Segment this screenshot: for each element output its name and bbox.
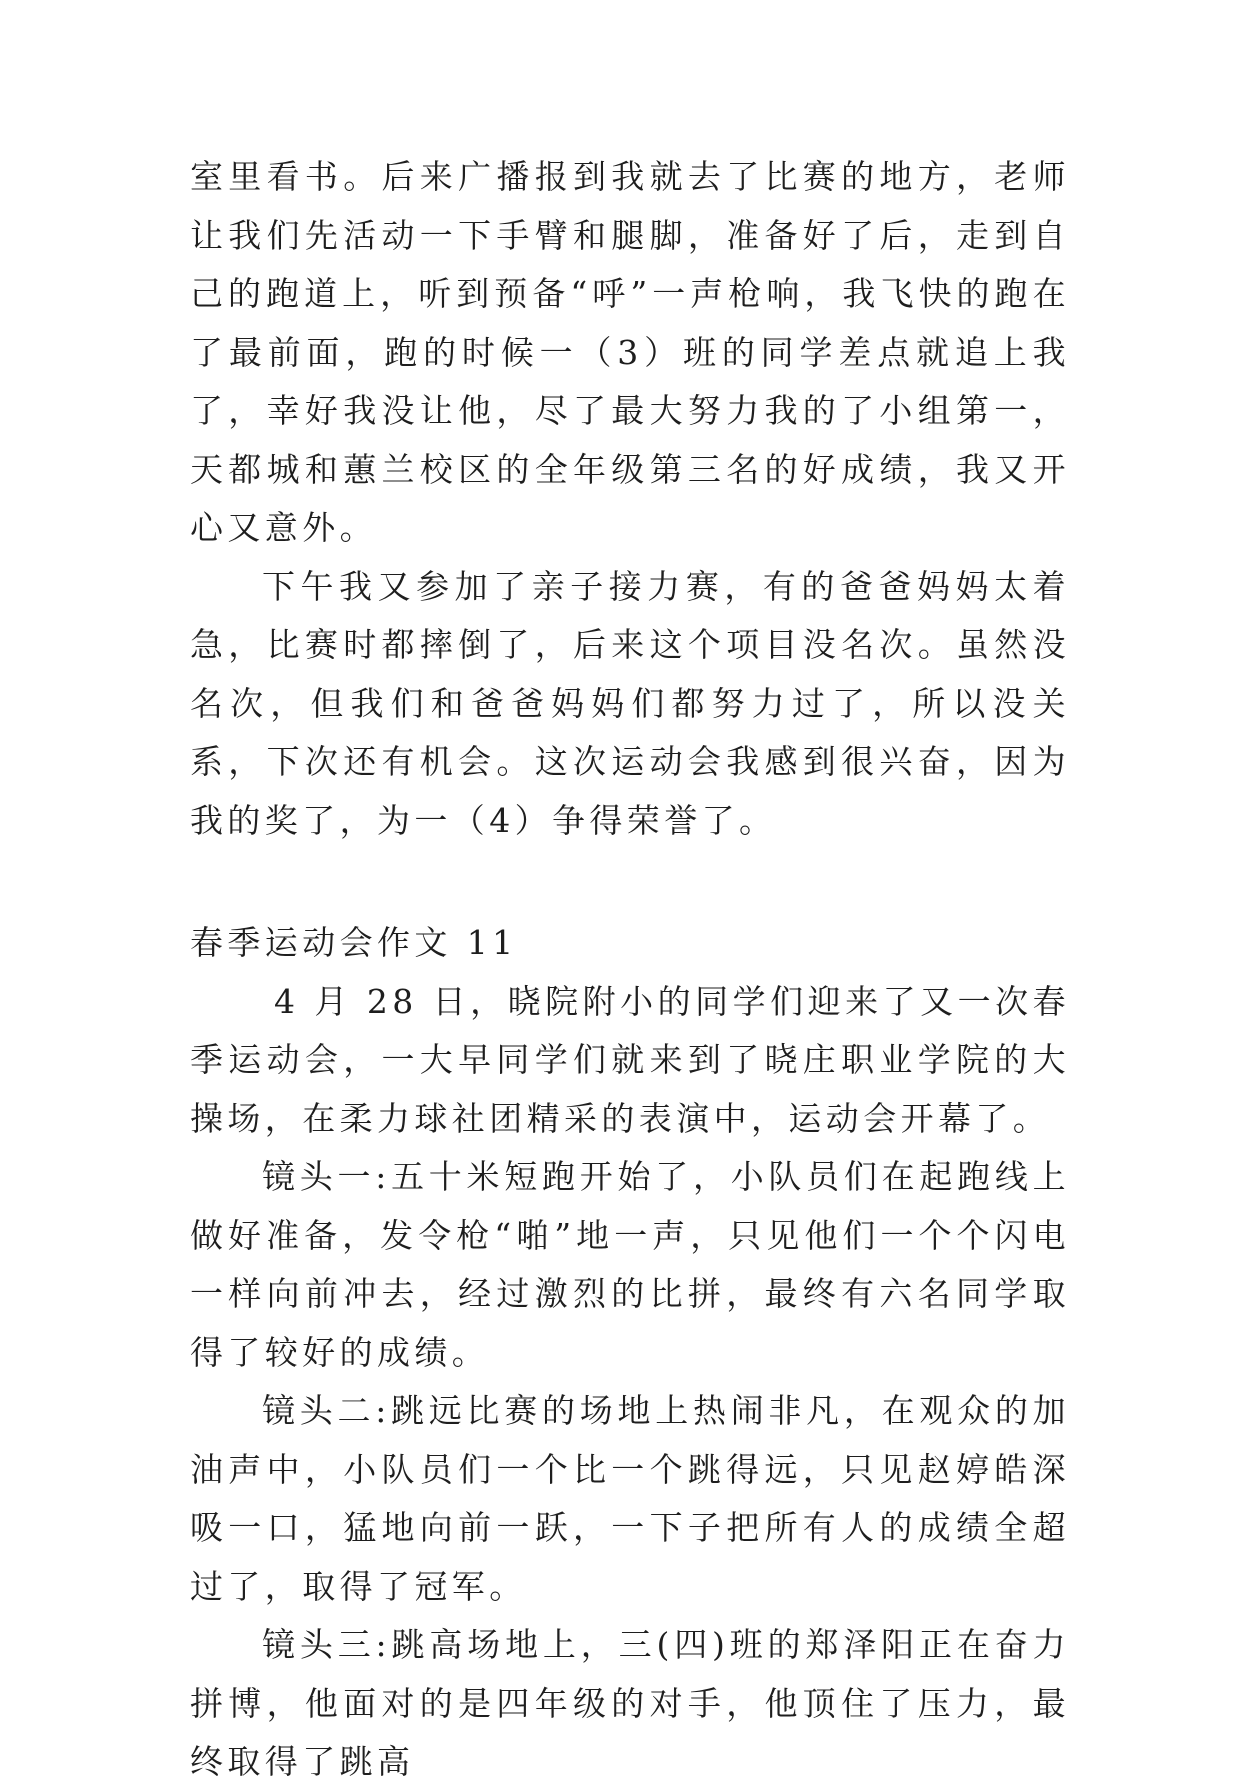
section-title: 春季运动会作文 11: [190, 923, 518, 962]
paragraph-opening: 4 月 28 日，晓院附小的同学们迎来了又一次春季运动会，一大早同学们就来到了晓庄职业学院的大操场，在柔力球社团精采的表演中，运动会开幕了。: [190, 981, 1070, 1138]
paragraph-race-continued: 室里看书。后来广播报到我就去了比赛的地方，老师让我们先活动一下手臂和腿脚，准备好了后，走到自己的跑道上，听到预备“呼”一声枪响，我飞快的跑在了最前面，跑的时候一（3）班的同学差点就追上我了，幸好我没让他，尽了最大努力我的了小组第一，天都城和蕙兰校区的全年级第三名的好成绩，我又开心又意外。: [190, 157, 1070, 547]
paragraph-scene-two: 镜头二:跳远比赛的场地上热闹非凡，在观众的加油声中，小队员们一个比一个跳得远，只见赵婷皓深吸一口，猛地向前一跃，一下子把所有人的成绩全超过了，取得了冠军。: [190, 1391, 1070, 1606]
paragraph-scene-three: 镜头三:跳高场地上，三(四)班的郑泽阳正在奋力拼博，他面对的是四年级的对手，他顶住了压力，最终取得了跳高: [190, 1625, 1070, 1781]
document-body: [190, 148, 1070, 1792]
paragraph-relay-race: 下午我又参加了亲子接力赛，有的爸爸妈妈太着急，比赛时都摔倒了，后来这个项目没名次。虽然没名次，但我们和爸爸妈妈们都努力过了，所以没关系，下次还有机会。这次运动会我感到很兴奋，因为我的奖了，为一（4）争得荣誉了。: [190, 566, 1070, 840]
paragraph-scene-one: 镜头一:五十米短跑开始了，小队员们在起跑线上做好准备，发令枪“啪”地一声，只见他们一个个闪电一样向前冲去，经过激烈的比拼，最终有六名同学取得了较好的成绩。: [190, 1157, 1070, 1372]
